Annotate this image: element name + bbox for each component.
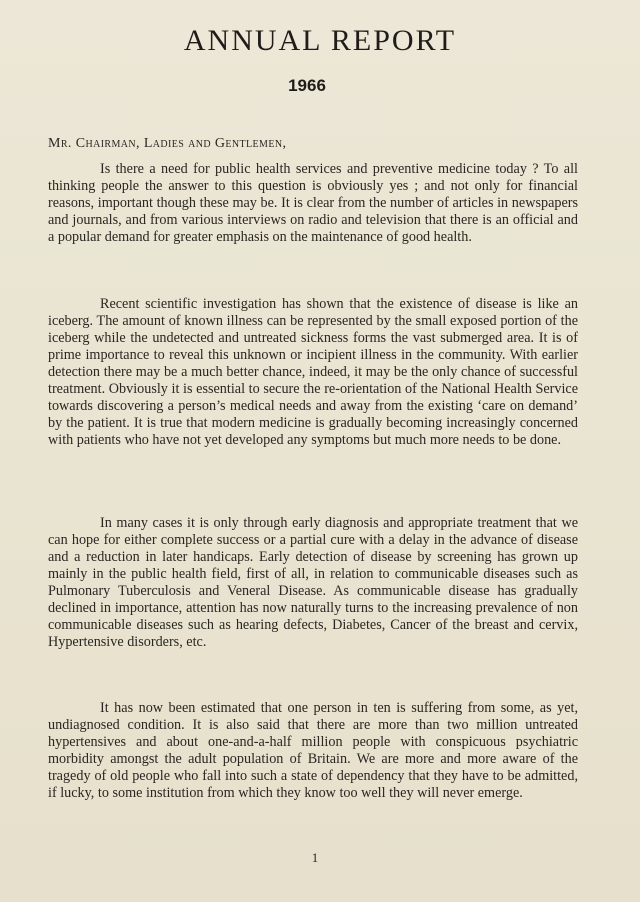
paragraph-early-diagnosis: In many cases it is only through early diagnosis and appropriate treatment that we can hope for either complete success or a partial cure with a delay in the advance of disease and a reduction in later handicaps. Early detection of disease by screening has grown up mainly in the public health field, first of all, in relation to communicable diseases such as Pulmonary Tuberculosis and Veneral Disease. As communicable disease has gradually declined in importance, attention has now naturally turns to the increasing prevalence of non communicable diseases such as hearing defects, Diabetes, Cancer of the breast and cervix, Hypertensive disorders, etc. (48, 515, 578, 650)
report-title: ANNUAL REPORT (183, 24, 457, 57)
report-year: 1966 (288, 76, 326, 95)
paragraph-undiagnosed: It has now been estimated that one person in ten is suffering from some, as yet, undiagnosed condition. It is also said that there are more than two million untreated hypertensives and about one-and-a-half million people with conspicuous psychiatric morbidity amongst the adult population of Britain. We are more and more aware of the tragedy of old people who fall into such a state of dependency that they have to be admitted, if lucky, to some institution from which they know too well they will never emerge. (48, 700, 578, 801)
paragraph-iceberg: Recent scientific investigation has shown that the existence of disease is like an iceberg. The amount of known illness can be represented by the small exposed portion of the iceberg while the undetected and untreated sickness forms the vast submerged area. It is of prime importance to reveal this unknown or incipient illness in the community. With earlier detection there may be a much better chance, indeed, it may be the only chance of successful treatment. Obviously it is essential to secure the re-orientation of the National Health Service towards discovering a person’s medical needs and away from the existing ‘care on demand’ by the patient. It is true that modern medicine is gradually becoming increasingly concerned with patients who have not yet developed any symptoms but much more needs to be done. (48, 296, 578, 448)
page-number: 1 (311, 850, 319, 865)
salutation: Mr. Chairman, Ladies and Gentlemen, (48, 136, 287, 151)
paragraph-public-health-need: Is there a need for public health services and preventive medicine today ? To all thinking people the answer to this question is obviously yes ; and not only for financial reasons, important though these may be. It is clear from the number of articles in newspapers and journals, and from various interviews on radio and television that there is an official and a popular demand for greater emphasis on the maintenance of good health. (48, 161, 578, 245)
